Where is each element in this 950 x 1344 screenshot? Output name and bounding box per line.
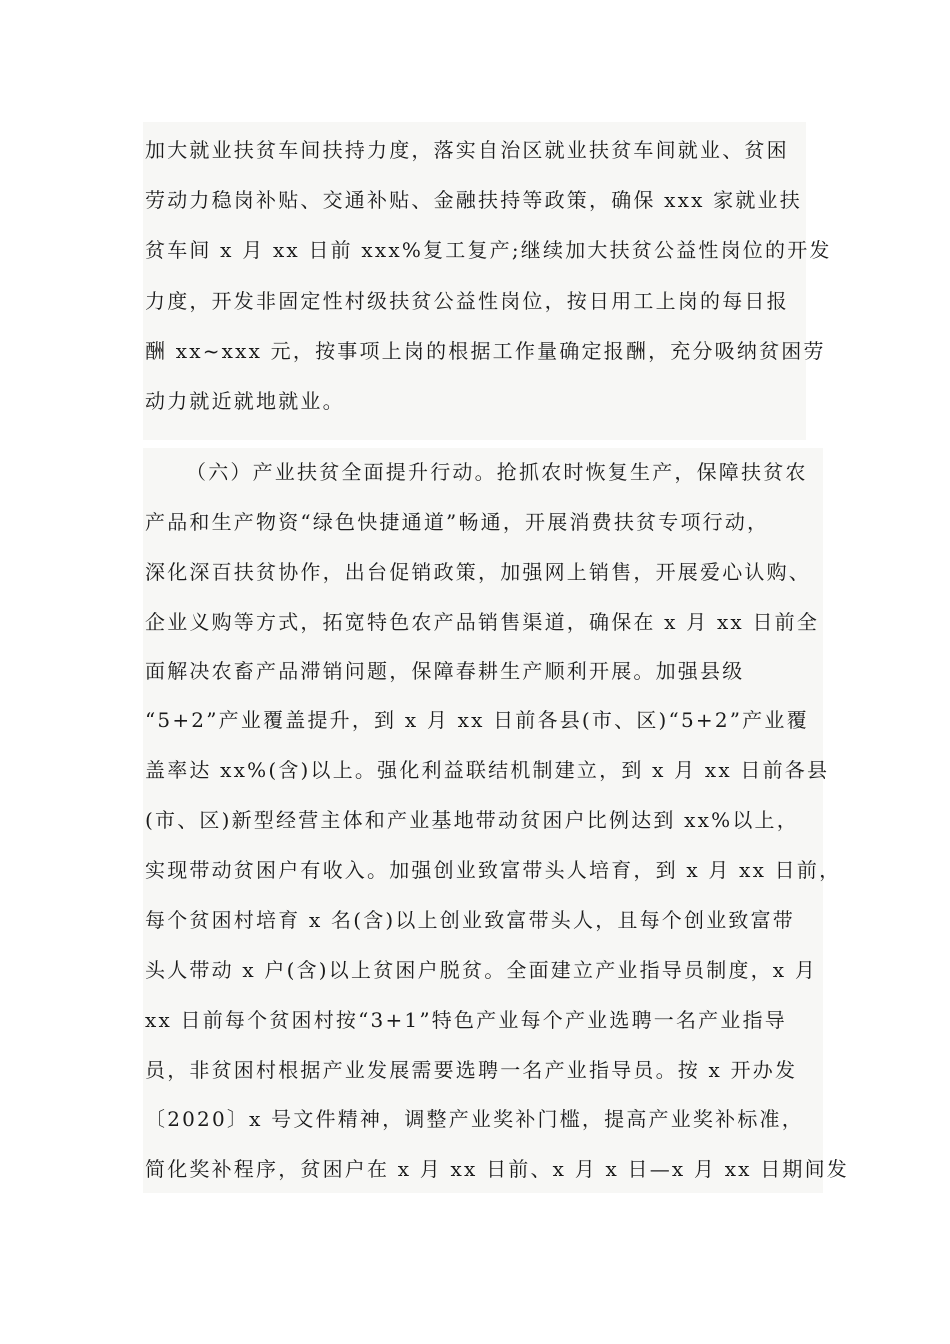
paragraph-1-line: 贫车间 x 月 xx 日前 xxx%复工复产;继续加大扶贫公益性岗位的开发 bbox=[145, 238, 832, 262]
paragraph-2-line: 企业义购等方式，拓宽特色农产品销售渠道，确保在 x 月 xx 日前全 bbox=[145, 610, 820, 634]
paragraph-2-line: 实现带动贫困户有收入。加强创业致富带头人培育，到 x 月 xx 日前， bbox=[145, 858, 842, 882]
paragraph-2-line: xx 日前每个贫困村按“3+1”特色产业每个产业选聘一名产业指导 bbox=[145, 1008, 787, 1032]
paragraph-1-line: 加大就业扶贫车间扶持力度，落实自治区就业扶贫车间就业、贫困 bbox=[145, 138, 789, 162]
paragraph-1-line: 酬 xx~xxx 元，按事项上岗的根据工作量确定报酬，充分吸纳贫困劳 bbox=[145, 339, 826, 363]
paragraph-2-line: 面解决农畜产品滞销问题，保障春耕生产顺利开展。加强县级 bbox=[145, 659, 745, 683]
paragraph-2-line: “5+2”产业覆盖提升，到 x 月 xx 日前各县(市、区)“5+2”产业覆 bbox=[145, 708, 809, 732]
paragraph-2-line: (市、区)新型经营主体和产业基地带动贫困户比例达到 xx%以上， bbox=[145, 808, 799, 832]
paragraph-1-line: 力度，开发非固定性村级扶贫公益性岗位，按日用工上岗的每日报 bbox=[145, 289, 789, 313]
paragraph-2-line: 盖率达 xx%(含)以上。强化利益联结机制建立，到 x 月 xx 日前各县 bbox=[145, 758, 830, 782]
paragraph-1-line: 动力就近就地就业。 bbox=[145, 389, 345, 413]
paragraph-2-line: 简化奖补程序，贫困户在 x 月 xx 日前、x 月 x 日—x 月 xx 日期间发 bbox=[145, 1157, 850, 1181]
paragraph-2-line: 头人带动 x 户(含)以上贫困户脱贫。全面建立产业指导员制度，x 月 bbox=[145, 958, 818, 982]
paragraph-2-line: 产品和生产物资“绿色快捷通道”畅通，开展消费扶贫专项行动， bbox=[145, 510, 770, 534]
paragraph-2-line: 深化深百扶贫协作，出台促销政策，加强网上销售，开展爱心认购、 bbox=[145, 560, 811, 584]
paragraph-1-line: 劳动力稳岗补贴、交通补贴、金融扶持等政策，确保 xxx 家就业扶 bbox=[145, 188, 802, 212]
paragraph-2-line: 员，非贫困村根据产业发展需要选聘一名产业指导员。按 x 开办发 bbox=[145, 1058, 798, 1082]
paragraph-2-line: （六）产业扶贫全面提升行动。抢抓农时恢复生产，保障扶贫农 bbox=[186, 460, 808, 484]
paragraph-2-line: 〔2020〕x 号文件精神，调整产业奖补门槛，提高产业奖补标准， bbox=[145, 1107, 804, 1131]
paragraph-2-line: 每个贫困村培育 x 名(含)以上创业致富带头人，且每个创业致富带 bbox=[145, 908, 795, 932]
